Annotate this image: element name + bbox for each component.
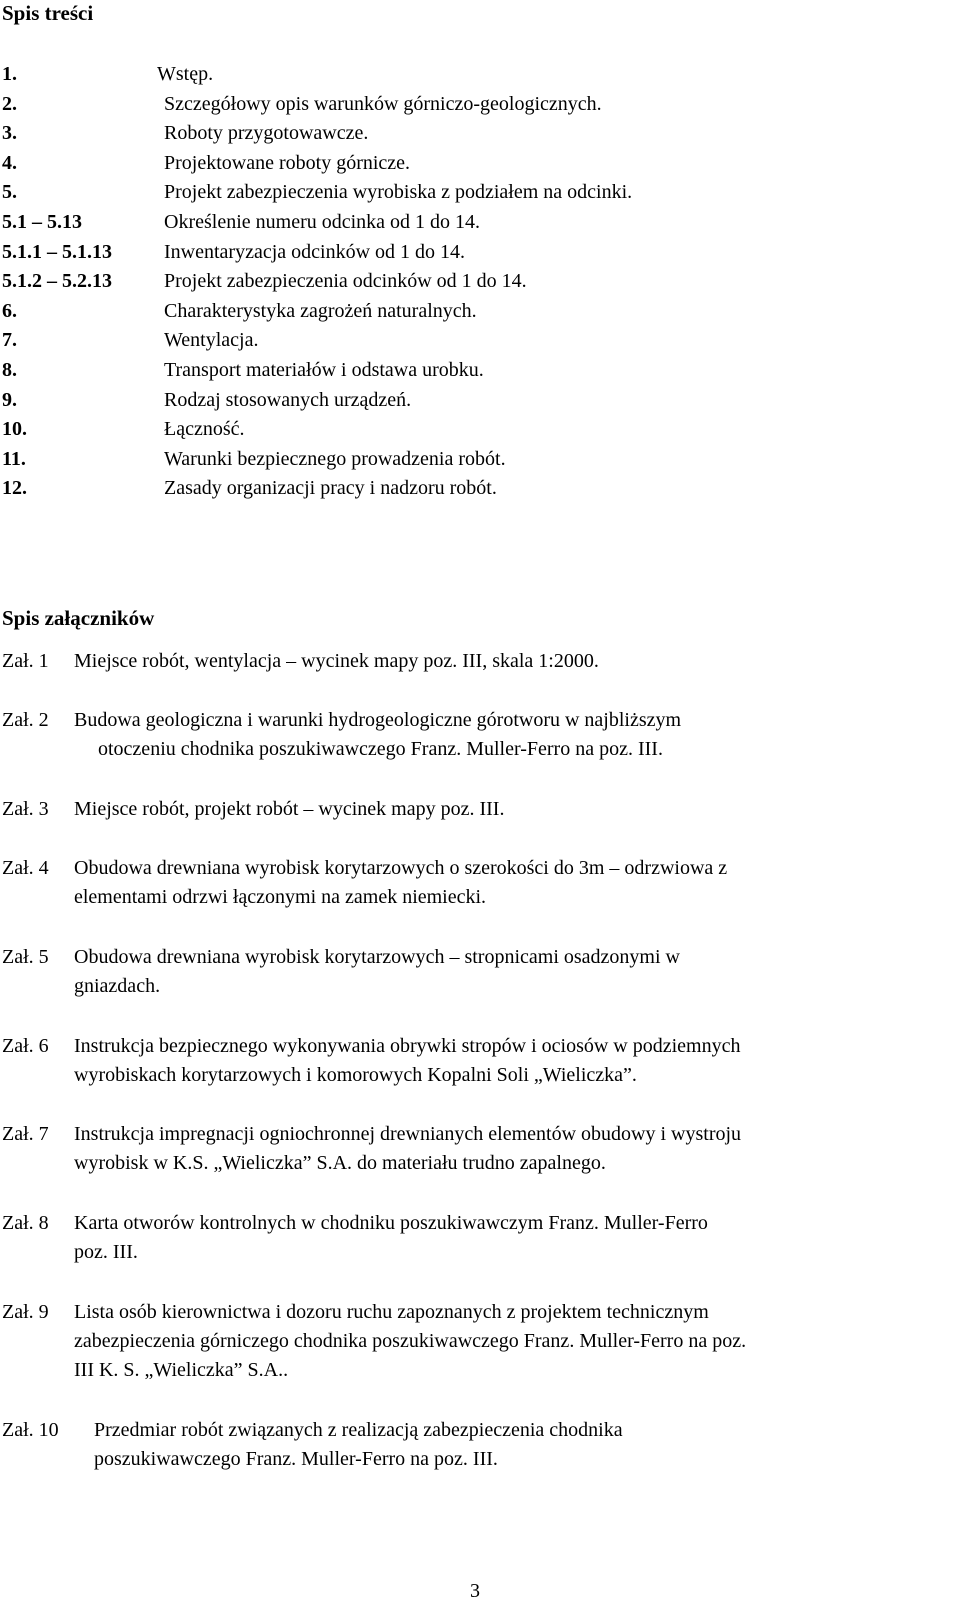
- attachment-item: [2, 795, 950, 824]
- attachment-line: poz. III.: [74, 1241, 138, 1263]
- toc-item-number: 10.: [2, 418, 27, 441]
- attachment-item: [2, 943, 950, 1001]
- toc-item-number: 11.: [2, 447, 26, 470]
- attachment-line: Obudowa drewniana wyrobisk korytarzowych – stropnicami osadzonymi w: [74, 946, 680, 968]
- attachment-line: Instrukcja impregnacji ogniochronnej drewnianych elementów obudowy i wystroju: [74, 1123, 742, 1145]
- attachment-line: otoczeniu chodnika poszukiwawczego Franz. Muller-Ferro na poz. III.: [98, 738, 663, 760]
- attachment-line: elementami odrzwi łączonymi na zamek niemiecki.: [74, 886, 487, 908]
- attachment-label: Zał. 10: [2, 1419, 59, 1441]
- attachment-line: gniazdach.: [74, 975, 161, 997]
- attachment-line: Instrukcja bezpiecznego wykonywania obrywki stropów i ociosów w podziemnych: [74, 1035, 741, 1057]
- attachment-description: [2, 1298, 950, 1385]
- toc-item-title: Projekt zabezpieczenia odcinków od 1 do 14.: [164, 270, 527, 293]
- attachment-description: [2, 1209, 950, 1267]
- toc-item-number: 5.1.2 – 5.2.13: [2, 270, 112, 293]
- attachment-description: [2, 943, 950, 1001]
- attachment-item: [2, 854, 950, 912]
- attachment-label: Zał. 7: [2, 1123, 49, 1145]
- attachment-label: Zał. 5: [2, 946, 49, 968]
- toc-heading: Spis treści: [2, 1, 94, 25]
- attachment-label: Zał. 9: [2, 1301, 49, 1323]
- toc-item: [2, 120, 942, 150]
- toc-item: [2, 357, 942, 387]
- attachment-label: Zał. 4: [2, 857, 49, 879]
- page-number: 3: [470, 1580, 480, 1602]
- toc-item: [2, 298, 942, 328]
- toc-item-number: 5.1.1 – 5.1.13: [2, 240, 112, 263]
- attachment-label: Zał. 6: [2, 1035, 49, 1057]
- toc-item: [2, 446, 942, 476]
- attachment-line: wyrobiskach korytarzowych i komorowych Kopalni Soli „Wieliczka”.: [74, 1064, 637, 1086]
- attachment-label: Zał. 8: [2, 1212, 49, 1234]
- toc-item-title: Projektowane roboty górnicze.: [164, 151, 411, 174]
- attachment-description: [2, 1120, 950, 1178]
- toc-item-title: Transport materiałów i odstawa urobku.: [164, 358, 484, 381]
- toc-item: [2, 239, 942, 269]
- toc-item: [2, 387, 942, 417]
- toc-item-title: Szczegółowy opis warunków górniczo-geologicznych.: [164, 92, 602, 115]
- attachment-line: Lista osób kierownictwa i dozoru ruchu zapoznanych z projektem technicznym: [74, 1301, 709, 1323]
- toc-item: [2, 268, 942, 298]
- toc-item-title: Rodzaj stosowanych urządzeń.: [164, 388, 412, 411]
- attachment-item: [2, 647, 950, 676]
- toc-item-number: 12.: [2, 477, 27, 500]
- attachments-heading: Spis załączników: [2, 606, 155, 630]
- toc-item-title: Wentylacja.: [164, 329, 259, 352]
- attachment-line: poszukiwawczego Franz. Muller-Ferro na poz. III.: [94, 1448, 498, 1470]
- toc-item-number: 5.1 – 5.13: [2, 210, 82, 233]
- toc-list: [2, 61, 942, 505]
- attachment-line: III K. S. „Wieliczka” S.A..: [74, 1359, 289, 1381]
- attachment-line: Budowa geologiczna i warunki hydrogeologiczne górotworu w najbliższym: [74, 709, 682, 731]
- attachment-description: [2, 1032, 950, 1090]
- toc-item-title: Zasady organizacji pracy i nadzoru robót.: [164, 477, 497, 500]
- attachment-line: Przedmiar robót związanych z realizacją zabezpieczenia chodnika: [94, 1419, 623, 1441]
- toc-item-number: 4.: [2, 151, 17, 174]
- attachment-description: [2, 1416, 950, 1474]
- attachment-item: [2, 1416, 950, 1474]
- attachment-item: [2, 1209, 950, 1267]
- toc-item-number: 3.: [2, 122, 17, 145]
- attachment-item: [2, 1298, 950, 1385]
- attachment-label: Zał. 2: [2, 709, 49, 731]
- attachment-description: [2, 795, 950, 824]
- attachment-description: [2, 647, 950, 676]
- toc-item: [2, 91, 942, 121]
- toc-item-title: Roboty przygotowawcze.: [164, 122, 369, 145]
- toc-item-title: Łączność.: [164, 418, 245, 441]
- attachment-line: zabezpieczenia górniczego chodnika poszukiwawczego Franz. Muller-Ferro na poz.: [74, 1330, 747, 1352]
- attachment-item: [2, 1120, 950, 1178]
- toc-item: [2, 475, 942, 505]
- toc-item-title: Wstęp.: [157, 63, 214, 85]
- toc-item: [2, 179, 942, 209]
- toc-item: [2, 327, 942, 357]
- toc-item: [2, 61, 942, 91]
- toc-item-number: 1.: [2, 63, 17, 85]
- toc-item-number: 5.: [2, 181, 17, 204]
- attachment-description: [2, 854, 950, 912]
- attachment-line: Obudowa drewniana wyrobisk korytarzowych o szerokości do 3m – odrzwiowa z: [74, 857, 728, 879]
- toc-item-number: 7.: [2, 329, 17, 352]
- attachment-item: [2, 1032, 950, 1090]
- attachment-label: Zał. 1: [2, 650, 49, 672]
- attachment-line: Karta otworów kontrolnych w chodniku poszukiwawczym Franz. Muller-Ferro: [74, 1212, 708, 1234]
- attachment-item: [2, 706, 950, 764]
- toc-item-number: 8.: [2, 358, 17, 381]
- toc-item-number: 6.: [2, 299, 17, 322]
- toc-item-title: Charakterystyka zagrożeń naturalnych.: [164, 299, 477, 322]
- toc-item: [2, 209, 942, 239]
- toc-item-title: Inwentaryzacja odcinków od 1 do 14.: [164, 240, 466, 263]
- toc-item-number: 9.: [2, 388, 17, 411]
- attachment-line: Miejsce robót, wentylacja – wycinek mapy poz. III, skala 1:2000.: [74, 650, 599, 672]
- attachment-label: Zał. 3: [2, 798, 49, 820]
- attachment-description: [2, 706, 950, 764]
- toc-item: [2, 416, 942, 446]
- toc-item-title: Określenie numeru odcinka od 1 do 14.: [164, 210, 481, 233]
- toc-item-number: 2.: [2, 92, 17, 115]
- toc-item: [2, 150, 942, 180]
- toc-item-title: Warunki bezpiecznego prowadzenia robót.: [164, 447, 506, 470]
- attachment-line: wyrobisk w K.S. „Wieliczka” S.A. do materiału trudno zapalnego.: [74, 1152, 606, 1174]
- toc-item-title: Projekt zabezpieczenia wyrobiska z podziałem na odcinki.: [164, 181, 633, 204]
- attachment-line: Miejsce robót, projekt robót – wycinek mapy poz. III.: [74, 798, 505, 820]
